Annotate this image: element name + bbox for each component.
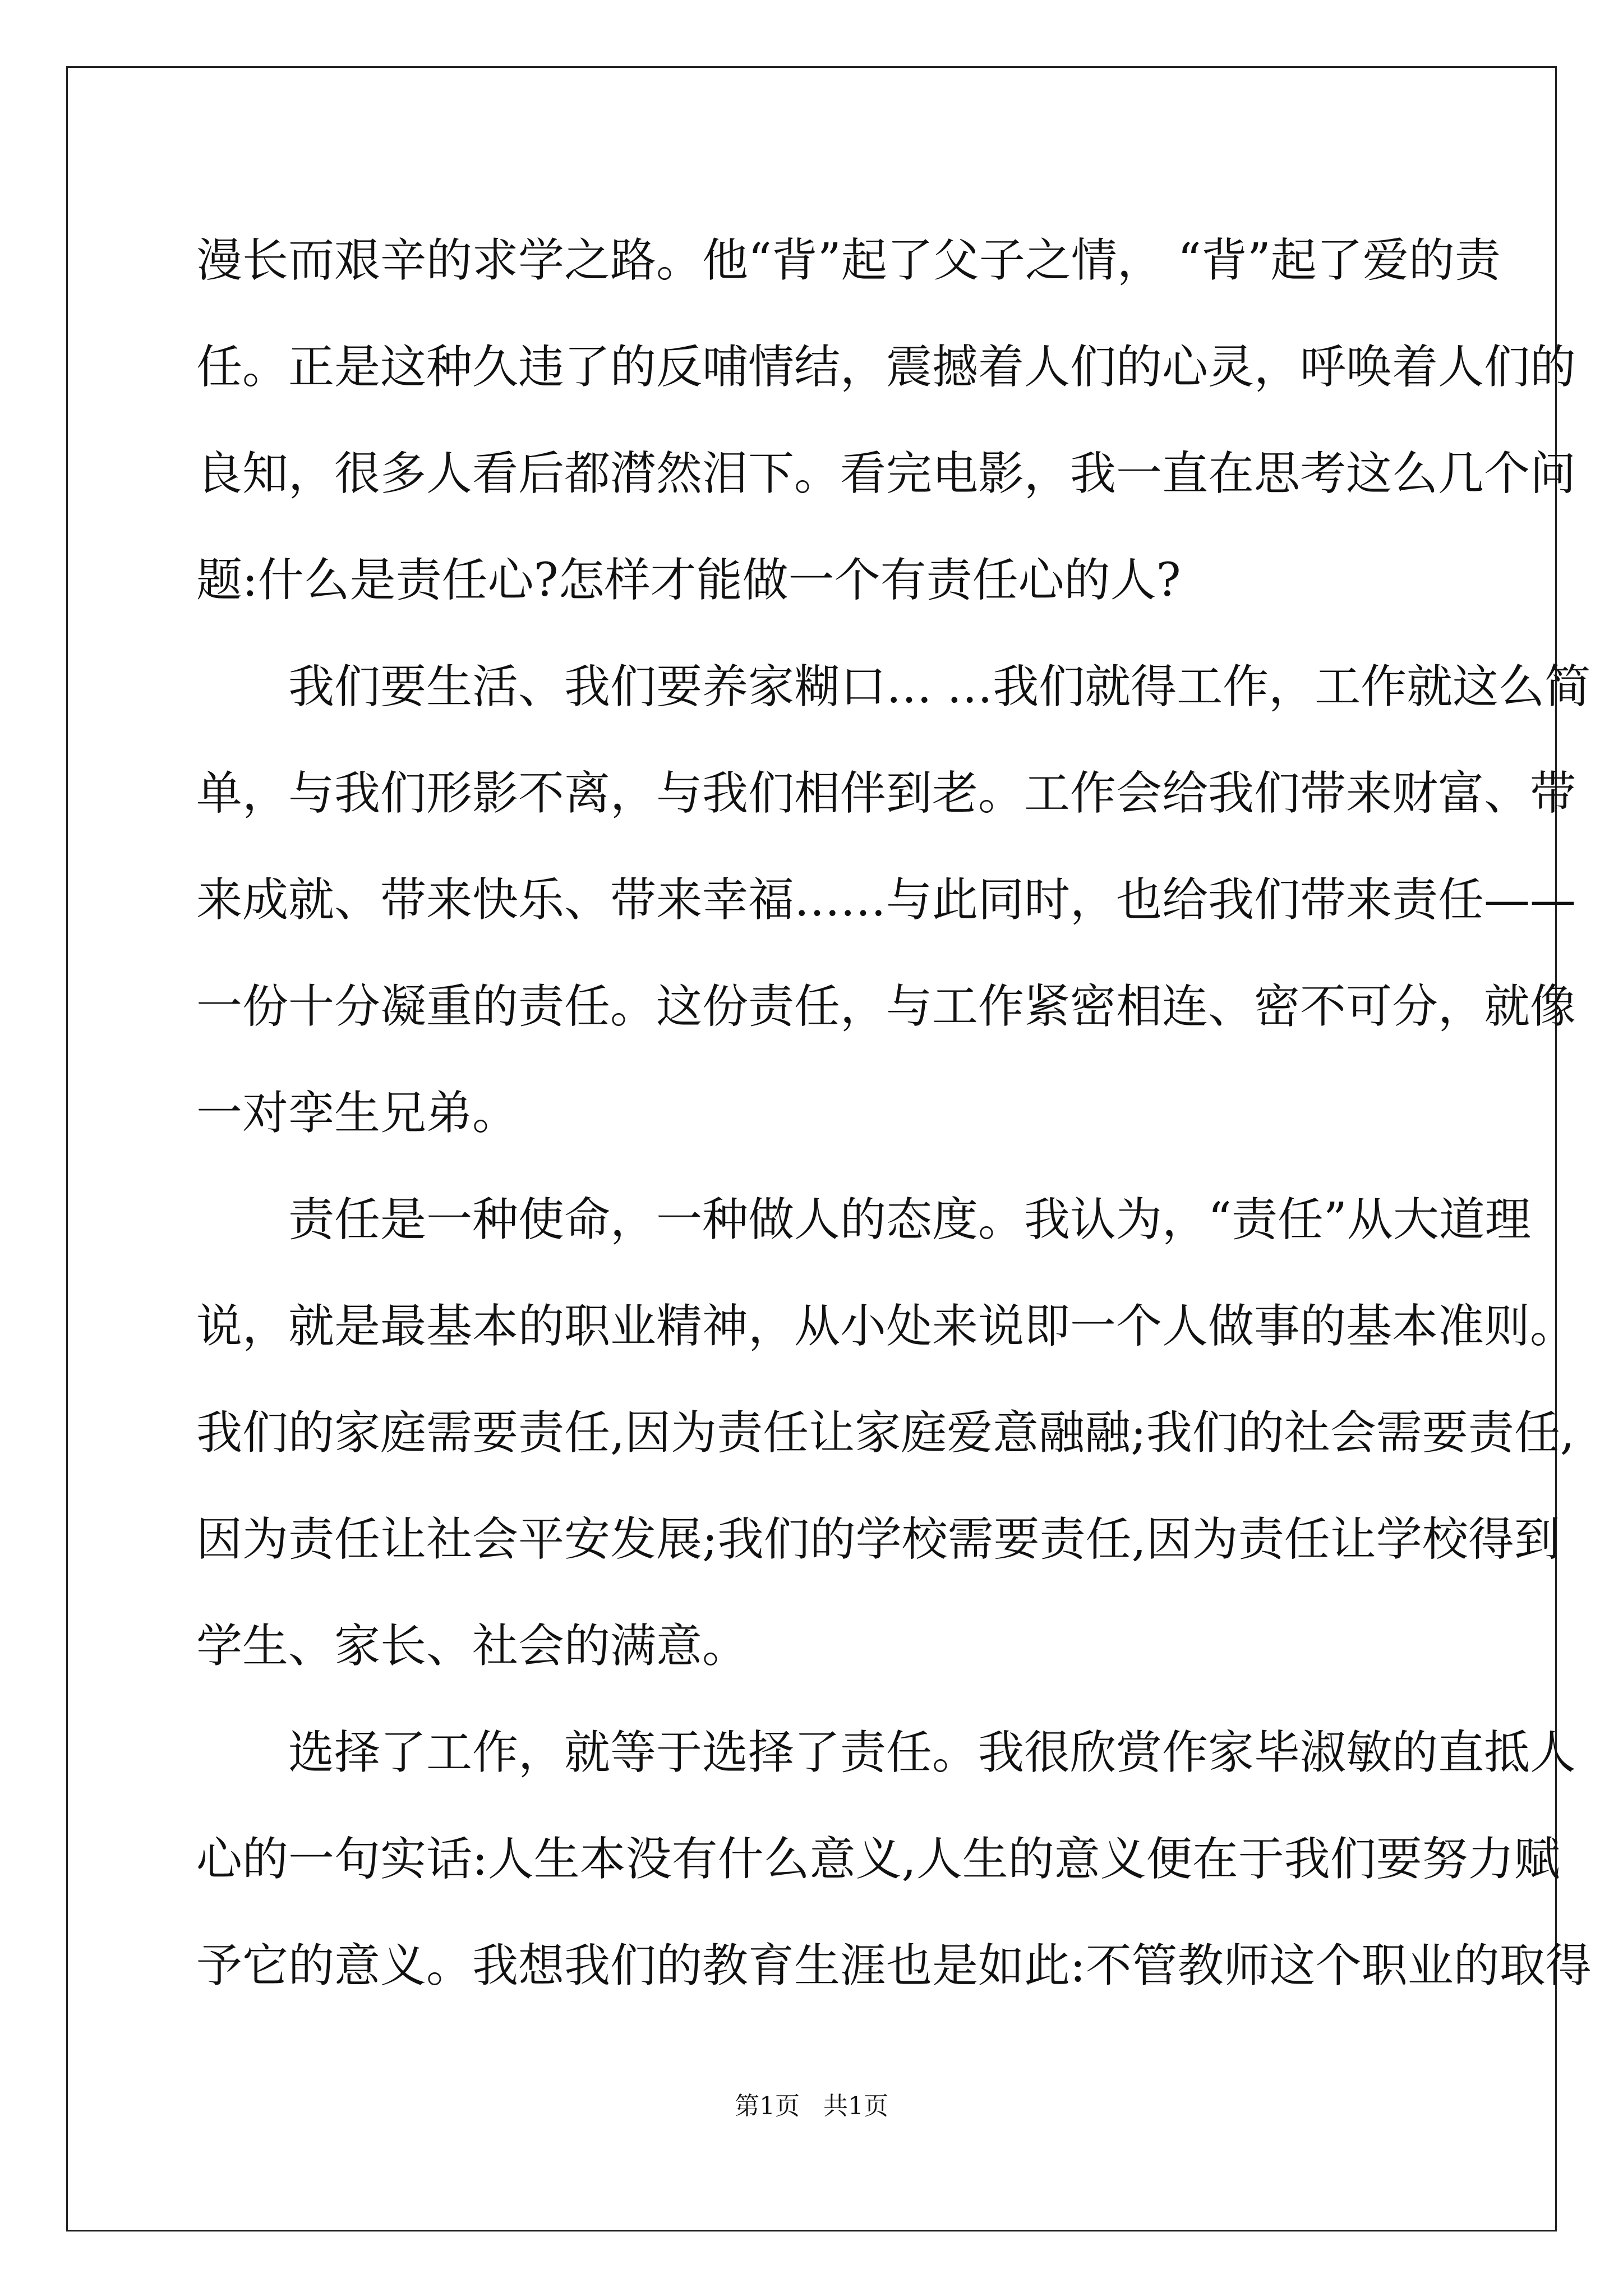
text-line: 说，就是最基本的职业精神，从小处来说即一个人做事的基本准则。 xyxy=(196,1300,1576,1353)
document-body xyxy=(196,208,1592,2019)
text-line: 来成就、带来快乐、带来幸福……与此同时，也给我们带来责任—— xyxy=(196,873,1576,927)
paragraph-3 xyxy=(196,1167,1576,1700)
text-line: 学生、家长、社会的满意。 xyxy=(196,1619,749,1673)
page-total: 共1页 xyxy=(823,2092,888,2120)
text-line: 选择了工作，就等于选择了责任。我很欣赏作家毕淑敏的直抵人 xyxy=(288,1726,1576,1779)
text-line: 我们的家庭需要责任,因为责任让家庭爱意融融;我们的社会需要责任, xyxy=(196,1406,1575,1460)
paragraph-1 xyxy=(196,208,1576,634)
text-line: 予它的意义。我想我们的教育生涯也是如此:不管教师这个职业的取得 xyxy=(196,1939,1592,1993)
text-line: 因为责任让社会平安发展;我们的学校需要责任,因为责任让学校得到 xyxy=(196,1513,1560,1566)
text-line: 责任是一种使命，一种做人的态度。我认为，“责任”从大道理 xyxy=(288,1193,1531,1246)
paragraph-4 xyxy=(196,1700,1592,2019)
text-line: 良知，很多人看后都潸然泪下。看完电影，我一直在思考这么几个问 xyxy=(196,447,1576,500)
text-line: 心的一句实话:人生本没有什么意义,人生的意义便在于我们要努力赋 xyxy=(196,1833,1560,1886)
text-line: 一对孪生兄弟。 xyxy=(196,1087,519,1140)
text-line: 一份十分凝重的责任。这份责任，与工作紧密相连、密不可分，就像 xyxy=(196,980,1576,1033)
text-line: 题:什么是责任心?怎样才能做一个有责任心的人? xyxy=(196,554,1181,607)
text-line: 任。正是这种久违了的反哺情结，震撼着人们的心灵，呼唤着人们的 xyxy=(196,341,1576,394)
page-footer xyxy=(0,2086,1623,2122)
text-line: 我们要生活、我们要养家糊口… …我们就得工作，工作就这么简 xyxy=(288,660,1591,714)
text-line: 漫长而艰辛的求学之路。他“背”起了父子之情， “背”起了爱的责 xyxy=(196,234,1501,287)
text-line: 单，与我们形影不离，与我们相伴到老。工作会给我们带来财富、带 xyxy=(196,767,1576,820)
paragraph-2 xyxy=(196,634,1591,1167)
page-number: 第1页 xyxy=(735,2092,800,2120)
